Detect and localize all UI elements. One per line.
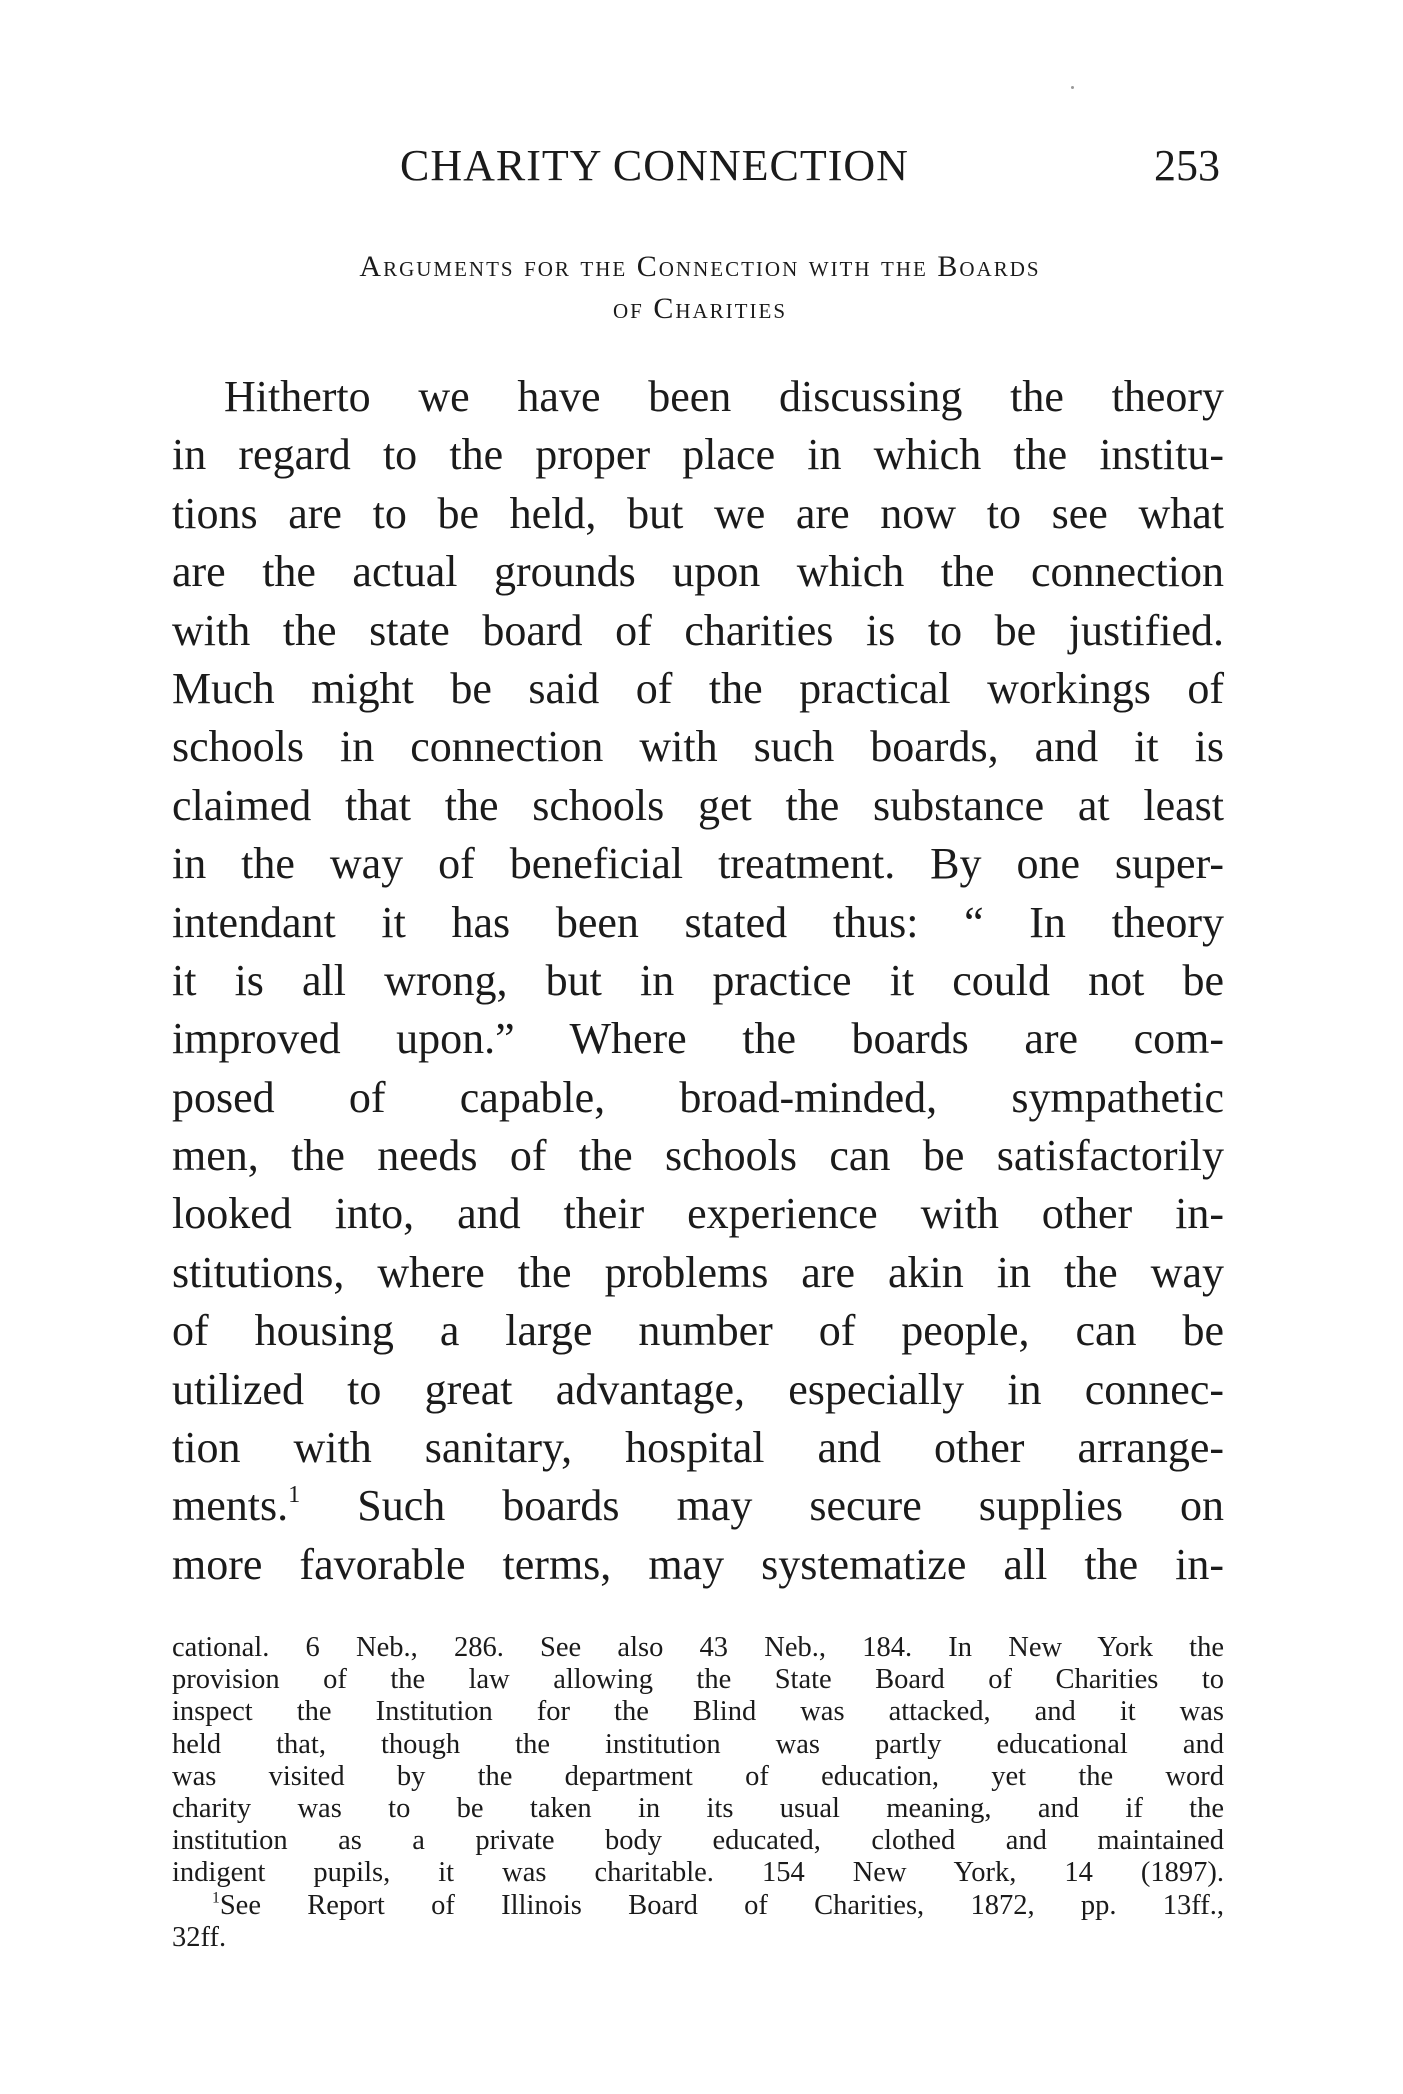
body-line: tion with sanitary, hospital and other arrange- [172,1423,1224,1473]
paper-speck [1071,86,1074,89]
footnote-line: charity was to be taken in its usual meaning, and if the [172,1792,1224,1824]
running-title: CHARITY CONNECTION [400,141,909,190]
body-line: of housing a large number of people, can be [172,1306,1224,1356]
body-line: in regard to the proper place in which the institu- [172,430,1224,480]
footnote-text: See Report of Illinois Board of Charities, 1872, pp. 13ff., [219,1889,1224,1921]
page-number: 253 [1154,141,1220,190]
body-line: more favorable terms, may systematize all the in- [172,1539,1224,1589]
body-line: Much might be said of the practical workings of [172,663,1224,713]
body-line: intendant it has been stated thus: “ In theory [172,897,1224,947]
body-line: with the state board of charities is to be justified. [172,605,1224,655]
footnote-1 [172,1890,1224,1922]
footnote-line: cational. 6 Neb., 286. See also 43 Neb., 184. In New York the [172,1632,1224,1663]
footnote-reference: 1 [288,1481,301,1509]
section-heading-line-1: Arguments for the Connection with the Boards [359,250,1041,283]
section-heading-line-2: of Charities [612,292,787,325]
body-line: are the actual grounds upon which the connection [172,547,1224,597]
body-paragraph [172,368,1224,1594]
body-line: improved upon.” Where the boards are com- [172,1014,1224,1064]
footnote-line: was visited by the department of education, yet the word [172,1760,1224,1792]
footnote-line: held that, though the institution was partly educational and [172,1728,1224,1760]
footnote-line: inspect the Institution for the Blind was attacked, and it was [172,1696,1224,1728]
footnote-line: institution as a private body educated, clothed and maintained [172,1825,1224,1857]
body-line: stitutions, where the problems are akin in the way [172,1247,1224,1297]
body-line-text: ments. [172,1481,289,1531]
body-line: tions are to be held, but we are now to see what [172,488,1224,538]
footnote-line: provision of the law allowing the State Board of Charities to [172,1664,1224,1696]
body-line: utilized to great advantage, especially in connec- [172,1364,1224,1414]
body-line: men, the needs of the schools can be satisfactorily [172,1131,1224,1181]
body-line: Hitherto we have been discussing the theory [224,372,1224,421]
running-head [170,140,1230,200]
body-line-with-note-ref [172,1477,1224,1535]
footnotes [172,1632,1224,1954]
body-line: claimed that the schools get the substance at least [172,780,1224,830]
body-line: it is all wrong, but in practice it could not be [172,955,1224,1005]
body-line-text: Such boards may secure supplies on [300,1481,1224,1531]
body-line: in the way of beneficial treatment. By one super- [172,839,1224,889]
body-line: schools in connection with such boards, and it is [172,722,1224,772]
body-line: posed of capable, broad-minded, sympathetic [172,1072,1224,1122]
section-heading [170,246,1230,330]
footnote-marker: 1 [212,1888,220,1906]
footnote-line: 32ff. [172,1921,227,1953]
body-line: looked into, and their experience with other in- [172,1189,1224,1239]
footnote-line: indigent pupils, it was charitable. 154 New York, 14 (1897). [172,1857,1224,1889]
